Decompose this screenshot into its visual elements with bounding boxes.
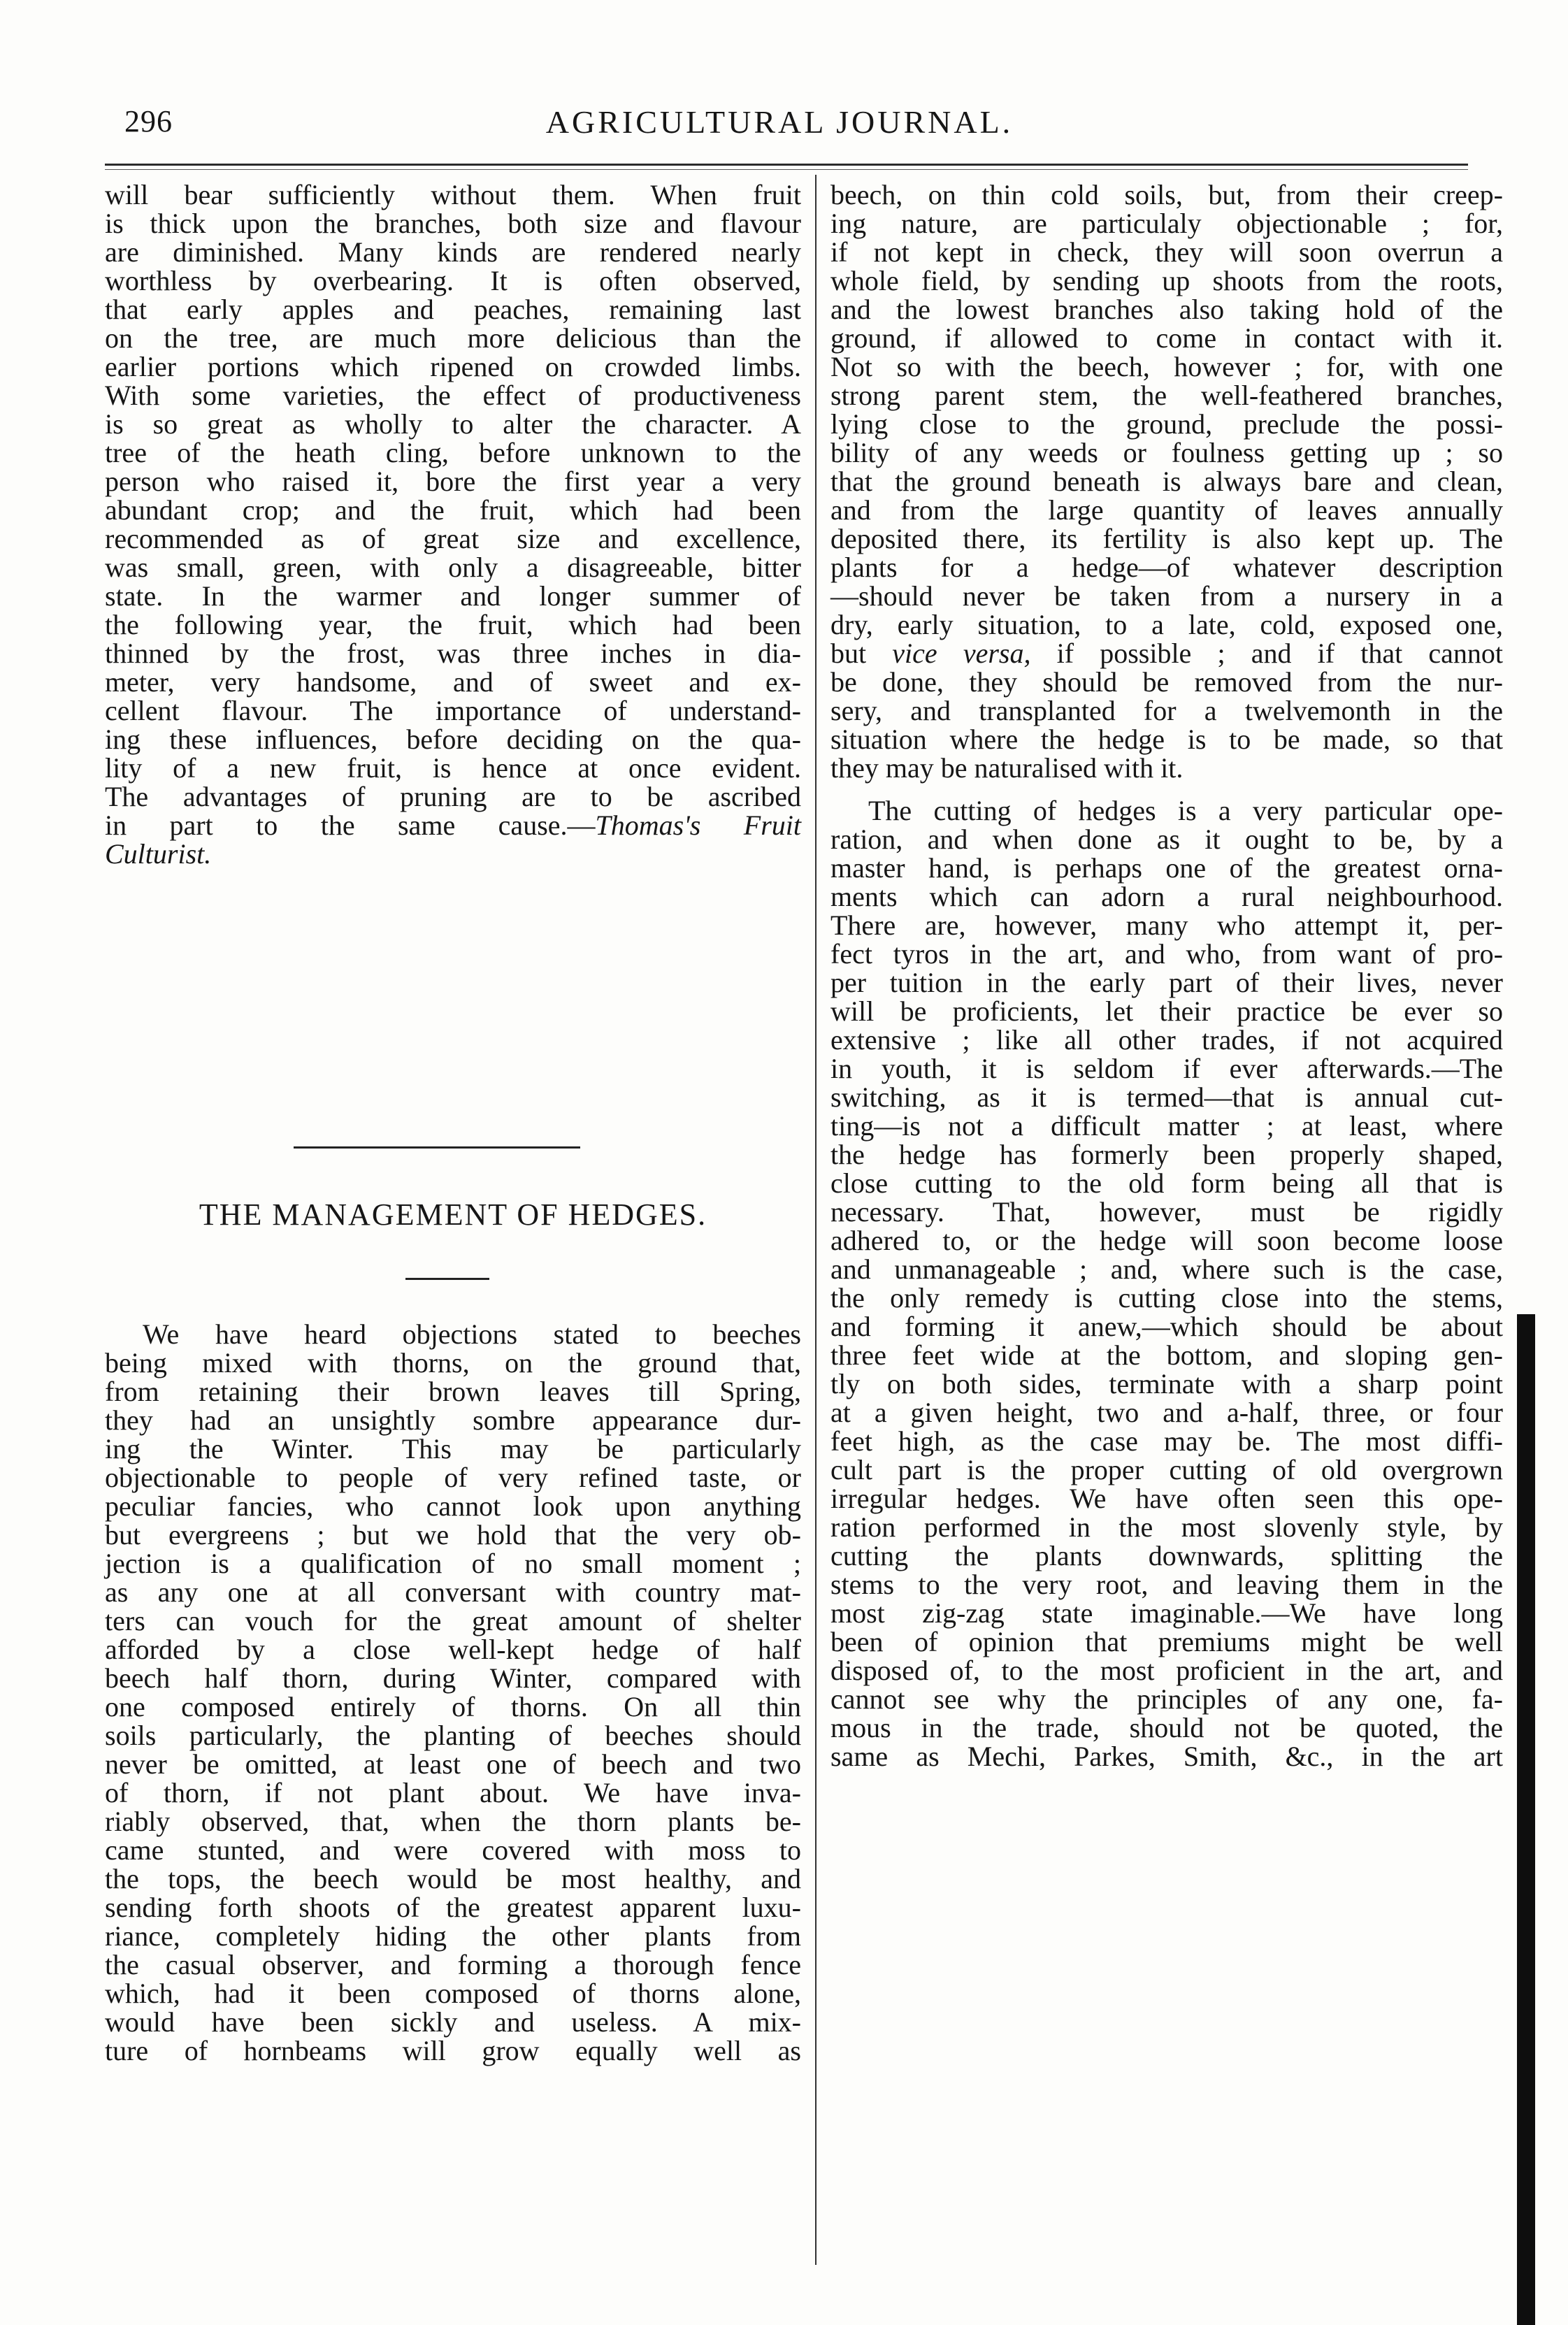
text-line: feet high, as the case may be. The most diffi- [830, 1425, 1503, 1457]
text-line: ing nature, are particulaly objectionable ; for, [830, 208, 1503, 239]
text-line: With some varieties, the effect of productiveness [105, 380, 801, 411]
text-line: will be proficients, let their practice be ever so [830, 995, 1503, 1027]
text-line: bility of any weeds or foulness getting up ; so [830, 437, 1503, 468]
text-fragment: if possible ; and if that cannot [1030, 638, 1503, 669]
paragraph-gap [830, 782, 1503, 796]
text-line: one composed entirely of thorns. On all thin [105, 1691, 801, 1722]
text-line: lity of a new fruit, is hence at once evident. [105, 752, 801, 784]
text-line: necessary. That, however, must be rigidly [830, 1196, 1503, 1228]
right-column [830, 180, 1503, 1771]
section-title-underline [405, 1278, 489, 1280]
italic-phrase: vice versa, [892, 638, 1031, 669]
text-line: as any one at all conversant with country mat- [105, 1576, 801, 1608]
text-line: but evergreens ; but we hold that the very ob- [105, 1519, 801, 1550]
text-line: There are, however, many who attempt it, per- [830, 909, 1503, 941]
text-line: the casual observer, and forming a thorough fence [105, 1949, 801, 1980]
citation-continued [105, 840, 801, 868]
text-line: been of opinion that premiums might be well [830, 1626, 1503, 1657]
text-line: thinned by the frost, was three inches in dia- [105, 638, 801, 669]
column-divider [815, 175, 817, 2265]
text-line: in youth, it is seldom if ever afterwards.—The [830, 1053, 1503, 1084]
text-line: ments which can adorn a rural neighbourhood. [830, 881, 1503, 912]
text-line: is so great as wholly to alter the character. A [105, 408, 801, 440]
text-line: came stunted, and were covered with moss to [105, 1834, 801, 1866]
text-line: ting—is not a difficult matter ; at least, where [830, 1110, 1503, 1142]
text-line: —should never be taken from a nursery in a [830, 580, 1503, 612]
text-line: master hand, is perhaps one of the greatest orna- [830, 852, 1503, 884]
text-line: the hedge has formerly been properly shaped, [830, 1139, 1503, 1170]
text-line: the tops, the beech would be most healthy, and [105, 1863, 801, 1894]
text-line: the following year, the fruit, which had been [105, 609, 801, 640]
section-title: THE MANAGEMENT OF HEDGES. [199, 1197, 707, 1232]
text-line: riably observed, that, when the thorn plants be- [105, 1806, 801, 1837]
header-rule [105, 164, 1468, 166]
text-line: beech half thorn, during Winter, compared with [105, 1662, 801, 1694]
text-line: same as Mechi, Parkes, Smith, &c., in the art [830, 1741, 1503, 1772]
text-line: ground, if allowed to come in contact with it. [830, 322, 1503, 354]
text-line: tly on both sides, terminate with a sharp point [830, 1368, 1503, 1399]
text-line: tree of the heath cling, before unknown to the [105, 437, 801, 468]
text-line: three feet wide at the bottom, and sloping gen- [830, 1339, 1503, 1371]
text-line: ration, and when done as it ought to be, by a [830, 823, 1503, 855]
text-line: be done, they should be removed from the nur- [830, 666, 1503, 698]
text-line: sery, and transplanted for a twelvemonth in the [830, 695, 1503, 726]
text-line: soils particularly, the planting of beeches should [105, 1720, 801, 1751]
citation: Thomas's Fruit [595, 809, 802, 841]
text-line: earlier portions which ripened on crowded limbs. [105, 351, 801, 382]
text-line: they may be naturalised with it. [830, 752, 1184, 784]
text-line: lying close to the ground, preclude the possi- [830, 408, 1503, 440]
text-line: whole field, by sending up shoots from the roots, [830, 265, 1503, 296]
text-line: cellent flavour. The importance of understand- [105, 695, 801, 726]
text-line: strong parent stem, the well-feathered branches, [830, 380, 1503, 411]
text-line: fect tyros in the art, and who, from want of pro- [830, 938, 1503, 970]
text-line: The advantages of pruning are to be ascribed [105, 781, 801, 812]
text-line: is thick upon the branches, both size and flavour [105, 208, 801, 239]
text-line: of thorn, if not plant about. We have inva- [105, 1777, 801, 1808]
beech-paragraph [830, 180, 1503, 639]
text-line: cannot see why the principles of any one, fa- [830, 1683, 1503, 1715]
text-line: never be omitted, at least one of beech and two [105, 1748, 801, 1780]
text-line: jection is a qualification of no small moment ; [105, 1548, 801, 1579]
text-line: would have been sickly and useless. A mix- [105, 2006, 801, 2038]
citation-line2: Culturist. [105, 838, 212, 870]
text-line: disposed of, to the most proficient in the art, and [830, 1655, 1503, 1686]
beech-paragraph-continued [830, 668, 1503, 782]
text-line: that the ground beneath is always bare and clean, [830, 466, 1503, 497]
text-line: cult part is the proper cutting of old overgrown [830, 1454, 1503, 1485]
text-line: are diminished. Many kinds are rendered nearly [105, 236, 801, 268]
text-line: mous in the trade, should not be quoted, the [830, 1712, 1503, 1743]
text-line: plants for a hedge—of whatever description [830, 552, 1503, 583]
text-line: adhered to, or the hedge will soon become loose [830, 1225, 1503, 1256]
text-line: beech, on thin cold soils, but, from their creep- [830, 179, 1503, 210]
text-line: dry, early situation, to a late, cold, exposed one, [830, 609, 1503, 640]
text-line: worthless by overbearing. It is often observed, [105, 265, 801, 296]
text-line [830, 639, 1503, 668]
left-column-top [105, 180, 801, 868]
text-line: and forming it anew,—which should be about [830, 1311, 1503, 1342]
text-fragment: but [830, 638, 893, 669]
text-line: from retaining their brown leaves till Spring, [105, 1376, 801, 1407]
page-number: 296 [124, 104, 173, 138]
text-line: on the tree, are much more delicious than the [105, 322, 801, 354]
text-line: and unmanageable ; and, where such is the case, [830, 1253, 1503, 1285]
header-rule-thin [105, 169, 1468, 170]
text-line: in part to the same cause.—Thomas's Fruit [105, 809, 802, 841]
text-line: the only remedy is cutting close into the stems, [830, 1282, 1503, 1313]
page-header [91, 98, 1468, 154]
text-line: recommended as of great size and excellence, [105, 523, 801, 554]
text-line: cutting the plants downwards, splitting the [830, 1540, 1503, 1571]
text-line: ration performed in the most slovenly style, by [830, 1511, 1503, 1543]
text-line: We have heard objections stated to beeches [143, 1318, 801, 1350]
text-line: switching, as it is termed—that is annual cut- [830, 1081, 1503, 1113]
text-line: will bear sufficiently without them. When fruit [105, 179, 801, 210]
text-line: riance, completely hiding the other plants from [105, 1920, 801, 1952]
text-line: ing the Winter. This may be particularly [105, 1433, 801, 1464]
text-line: per tuition in the early part of their lives, never [830, 967, 1503, 998]
text-line: objectionable to people of very refined taste, or [105, 1462, 801, 1493]
text-line: being mixed with thorns, on the ground that, [105, 1347, 801, 1379]
text-line: extensive ; like all other trades, if not acquired [830, 1024, 1503, 1056]
text-line: at a given height, two and a-half, three, or four [830, 1397, 1503, 1428]
text-line: meter, very handsome, and of sweet and ex- [105, 666, 801, 698]
left-column-bottom [105, 1320, 801, 2065]
text-line: they had an unsightly sombre appearance dur- [105, 1404, 801, 1436]
text-line: Not so with the beech, however ; for, with one [830, 351, 1503, 382]
text-line: if not kept in check, they will soon overrun a [830, 236, 1503, 268]
text-line: close cutting to the old form being all that is [830, 1167, 1503, 1199]
text-line: The cutting of hedges is a very particular ope- [868, 795, 1503, 826]
running-title: AGRICULTURAL JOURNAL. [545, 104, 1014, 140]
text-line: that early apples and peaches, remaining last [105, 294, 801, 325]
text-line: person who raised it, bore the first year a very [105, 466, 801, 497]
text-line: ture of hornbeams will grow equally well as [105, 2035, 801, 2066]
section-separator-rule [294, 1146, 580, 1149]
fruit-paragraph [105, 180, 801, 868]
text-line: afforded by a close well-kept hedge of half [105, 1634, 801, 1665]
text-line: and the lowest branches also taking hold of the [830, 294, 1503, 325]
text-line: which, had it been composed of thorns alone, [105, 1978, 801, 2009]
text-line: situation where the hedge is to be made, so that [830, 724, 1503, 755]
text-line: ters can vouch for the great amount of shelter [105, 1605, 801, 1636]
text-line: irregular hedges. We have often seen this ope- [830, 1483, 1503, 1514]
text-line: state. In the warmer and longer summer of [105, 580, 801, 612]
cutting-paragraph [830, 796, 1503, 1771]
text-line: peculiar fancies, who cannot look upon anything [105, 1490, 801, 1522]
text-line: most zig-zag state imaginable.—We have long [830, 1597, 1503, 1629]
text-line: and from the large quantity of leaves annually [830, 494, 1503, 526]
text-line: ing these influences, before deciding on the qua- [105, 724, 801, 755]
hedges-paragraph [105, 1320, 801, 2065]
text-line: stems to the very root, and leaving them in the [830, 1569, 1503, 1600]
text-line: abundant crop; and the fruit, which had been [105, 494, 801, 526]
text-line: was small, green, with only a disagreeable, bitter [105, 552, 801, 583]
text-line: sending forth shoots of the greatest apparent luxu- [105, 1892, 801, 1923]
page-edge-shadow [1517, 1314, 1535, 2325]
text-line: deposited there, its fertility is also kept up. The [830, 523, 1503, 554]
